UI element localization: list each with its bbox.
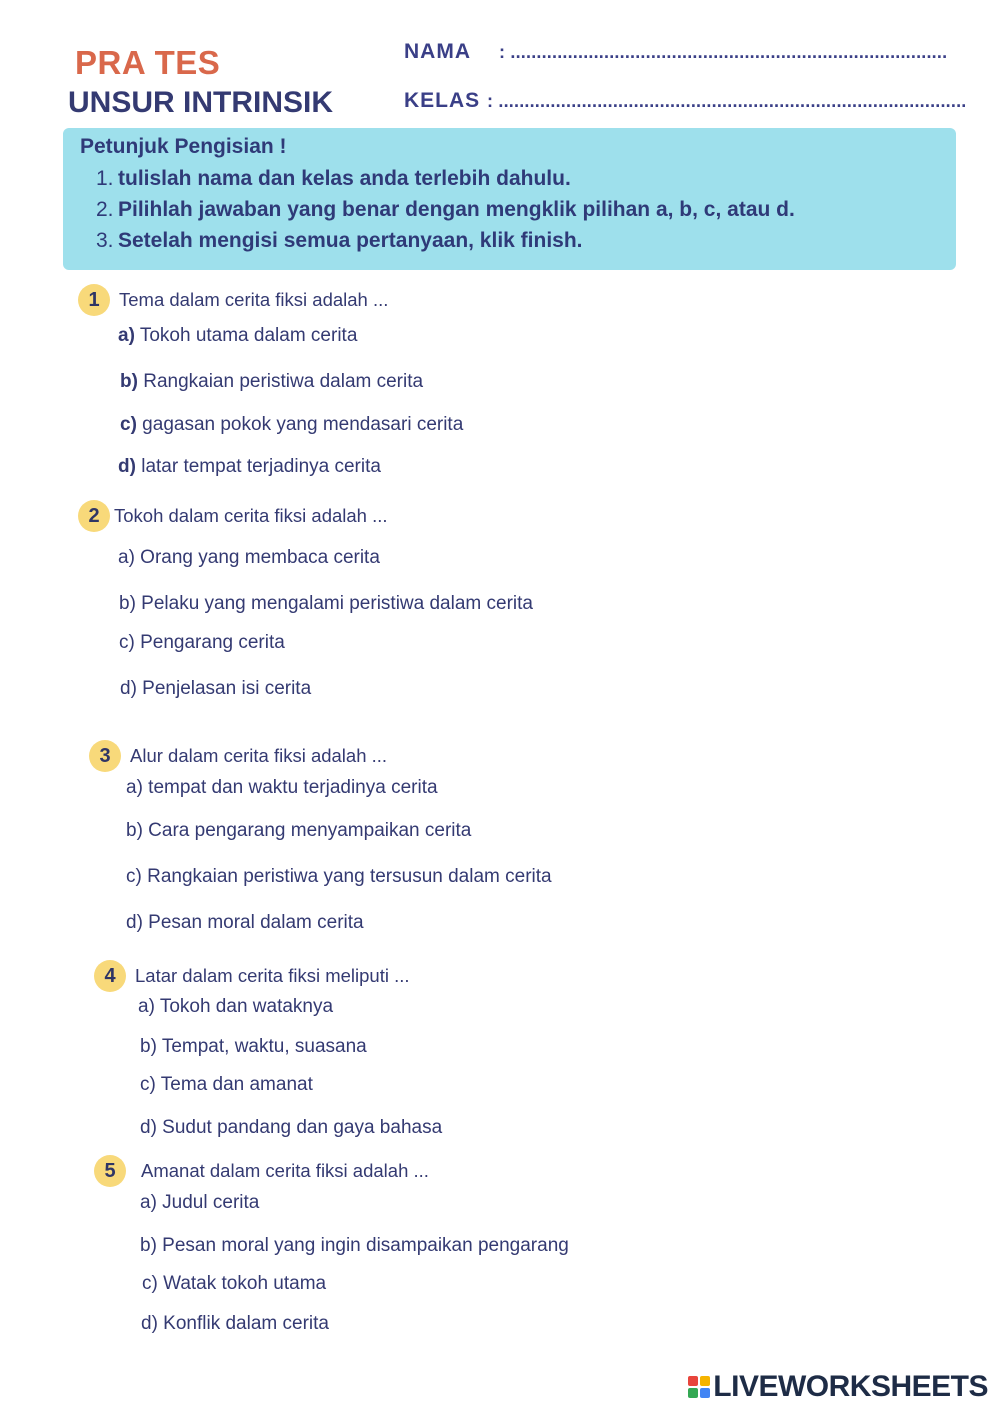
question-text: Tema dalam cerita fiksi adalah ...: [119, 289, 389, 310]
instruction-number: 3.: [96, 229, 114, 252]
option-1c[interactable]: c) gagasan pokok yang mendasari cerita: [120, 414, 464, 435]
question-number-badge: 1: [78, 284, 110, 316]
question-number-badge: 5: [94, 1155, 126, 1187]
option-4d[interactable]: d) Sudut pandang dan gaya bahasa: [140, 1117, 443, 1138]
liveworksheets-logo-icon: [688, 1376, 710, 1398]
title-pra-tes: PRA TES: [75, 44, 221, 81]
option-5c[interactable]: c) Watak tokoh utama: [142, 1273, 327, 1294]
option-4c[interactable]: c) Tema dan amanat: [140, 1074, 313, 1095]
kelas-field[interactable]: : ..........................................................................................: [487, 91, 967, 111]
instruction-text: tulislah nama dan kelas anda terlebih dahulu.: [118, 167, 571, 190]
instruction-number: 1.: [96, 167, 114, 190]
question-number-badge: 4: [94, 960, 126, 992]
option-3a[interactable]: a) tempat dan waktu terjadinya cerita: [126, 777, 438, 798]
instruction-item: [96, 198, 795, 222]
option-5b[interactable]: b) Pesan moral yang ingin disampaikan pengarang: [140, 1235, 569, 1256]
option-2d[interactable]: d) Penjelasan isi cerita: [120, 678, 312, 699]
option-5a[interactable]: a) Judul cerita: [140, 1192, 260, 1213]
liveworksheets-logo-text: LIVEWORKSHEETS: [713, 1370, 988, 1403]
option-3b[interactable]: b) Cara pengarang menyampaikan cerita: [126, 820, 472, 841]
option-2a[interactable]: a) Orang yang membaca cerita: [118, 547, 380, 568]
option-2b[interactable]: b) Pelaku yang mengalami peristiwa dalam cerita: [119, 593, 533, 614]
title-unsur-intrinsik: UNSUR INTRINSIK: [68, 86, 334, 119]
instruction-number: 2.: [96, 198, 114, 221]
question-text: Amanat dalam cerita fiksi adalah ...: [141, 1160, 429, 1181]
option-2c[interactable]: c) Pengarang cerita: [119, 632, 285, 653]
question-number-badge: 3: [89, 740, 121, 772]
option-1a[interactable]: a) Tokoh utama dalam cerita: [118, 325, 358, 346]
instruction-text: Pilihlah jawaban yang benar dengan mengklik pilihan a, b, c, atau d.: [118, 198, 795, 221]
instruction-item: [96, 229, 583, 253]
nama-field[interactable]: : ....................................................................................: [499, 42, 948, 62]
question-text: Latar dalam cerita fiksi meliputi ...: [135, 965, 410, 986]
option-5d[interactable]: d) Konflik dalam cerita: [141, 1313, 329, 1334]
instruction-item: [96, 167, 571, 191]
liveworksheets-logo[interactable]: [688, 1370, 988, 1404]
option-4b[interactable]: b) Tempat, waktu, suasana: [140, 1036, 367, 1057]
nama-label: NAMA: [404, 40, 471, 63]
option-1b[interactable]: b) Rangkaian peristiwa dalam cerita: [120, 371, 424, 392]
option-4a[interactable]: a) Tokoh dan wataknya: [138, 996, 334, 1017]
instructions-heading: Petunjuk Pengisian !: [80, 135, 287, 158]
option-3d[interactable]: d) Pesan moral dalam cerita: [126, 912, 364, 933]
kelas-label: KELAS: [404, 89, 481, 112]
question-number-badge: 2: [78, 500, 110, 532]
question-text: Alur dalam cerita fiksi adalah ...: [130, 745, 388, 766]
question-text: Tokoh dalam cerita fiksi adalah ...: [114, 505, 388, 526]
option-3c[interactable]: c) Rangkaian peristiwa yang tersusun dalam cerita: [126, 866, 552, 887]
instruction-text: Setelah mengisi semua pertanyaan, klik finish.: [118, 229, 583, 252]
option-1d[interactable]: d) latar tempat terjadinya cerita: [118, 456, 381, 477]
